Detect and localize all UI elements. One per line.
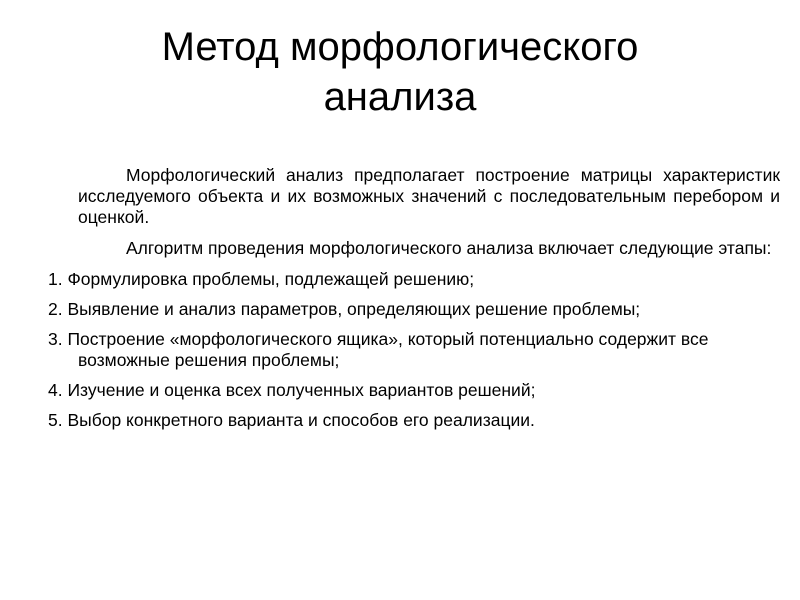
step-item-4: 4. Изучение и оценка всех полученных вариантов решений; — [48, 380, 536, 400]
intro-paragraph: Морфологический анализ предполагает построение матрицы характеристик исследуемого объекта и их возможных значений с последовательным перебором и оценкой. — [78, 165, 780, 227]
step-item-5: 5. Выбор конкретного варианта и способов его реализации. — [48, 410, 535, 430]
step-item-3: 3. Построение «морфологического ящика», который потенциально содержит все возможные решения проблемы; — [48, 329, 709, 370]
algorithm-paragraph: Алгоритм проведения морфологического анализа включает следующие этапы: — [126, 238, 772, 258]
slide-body — [48, 165, 780, 440]
steps-list — [48, 269, 780, 431]
step-item-2: 2. Выявление и анализ параметров, определяющих решение проблемы; — [48, 299, 641, 319]
step-item-1: 1. Формулировка проблемы, подлежащей решению; — [48, 269, 475, 289]
slide-title: Метод морфологического анализа — [161, 25, 639, 119]
